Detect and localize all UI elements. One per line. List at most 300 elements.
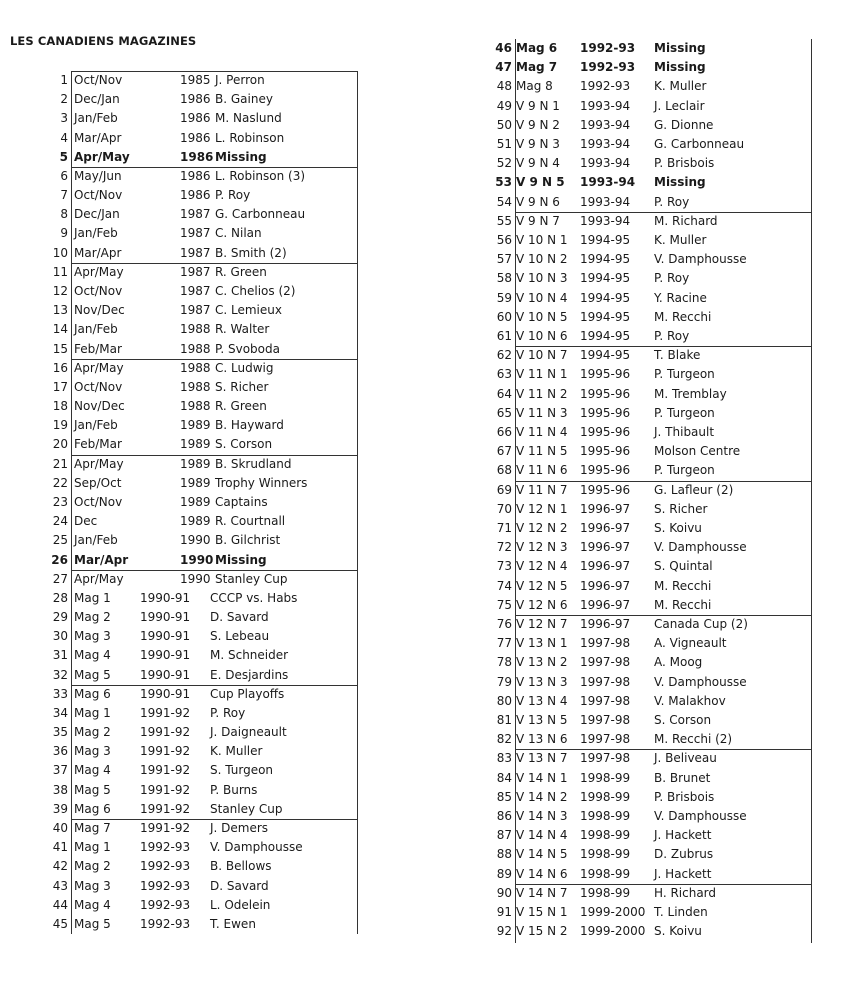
issue-label: Oct/Nov — [74, 379, 123, 394]
issue-label: V 13 N 2 — [516, 655, 568, 670]
issue-label: V 15 N 1 — [516, 905, 568, 919]
issue-number: 12 — [52, 283, 68, 298]
cover-name: CCCP vs. Habs — [210, 590, 298, 605]
issue-label: V 11 N 3 — [516, 405, 568, 420]
year: 1988 — [180, 322, 211, 337]
issue-number: 35 — [52, 725, 68, 740]
issue-label: Jan/Feb — [74, 322, 118, 337]
year: 1990 — [180, 552, 214, 567]
issue-number: 29 — [52, 610, 68, 625]
cover-name: Stanley Cup — [210, 801, 283, 816]
year: 1992-93 — [140, 897, 191, 912]
issue-number: 33 — [52, 686, 68, 701]
year: 1986 — [180, 111, 211, 126]
column-divider — [515, 39, 516, 943]
issue-number: 66 — [496, 425, 512, 439]
issue-number: 60 — [496, 309, 512, 324]
box-right-border — [357, 71, 358, 934]
year: 1988 — [180, 360, 211, 375]
issue-number: 56 — [496, 233, 512, 247]
year: 1990-91 — [140, 686, 191, 701]
issue-label: V 9 N 3 — [516, 137, 560, 151]
issue-number: 83 — [496, 751, 512, 766]
issue-label: Apr/May — [74, 456, 124, 471]
year: 1991-92 — [140, 705, 191, 720]
issue-label: Mag 3 — [74, 878, 111, 893]
cover-name: S. Corson — [654, 713, 712, 727]
issue-label: Mag 5 — [74, 667, 111, 682]
cover-name: P. Roy — [215, 188, 251, 203]
cover-name: C. Nilan — [215, 226, 262, 241]
year: 1998-99 — [580, 828, 631, 843]
issue-label: V 12 N 2 — [516, 521, 568, 535]
issue-label: Mag 2 — [74, 610, 111, 625]
group-separator — [71, 167, 357, 168]
cover-name: R. Walter — [215, 322, 270, 337]
issue-number: 84 — [496, 770, 512, 785]
issue-number: 37 — [52, 763, 68, 778]
issue-number: 42 — [52, 859, 68, 874]
year: 1986 — [180, 149, 214, 164]
year: 1996-97 — [580, 501, 631, 516]
year: 1996-97 — [580, 617, 631, 631]
year: 1992-93 — [580, 60, 636, 75]
year: 1987 — [180, 303, 211, 318]
year: 1987 — [180, 226, 211, 241]
issue-label: Apr/May — [74, 149, 130, 164]
issue-label: Dec/Jan — [74, 92, 120, 107]
issue-number: 14 — [52, 322, 68, 337]
issue-number: 4 — [60, 130, 68, 145]
cover-name: L. Odelein — [210, 897, 271, 912]
issue-number: 58 — [496, 271, 512, 286]
cover-name: Missing — [654, 60, 706, 75]
issue-number: 81 — [496, 713, 512, 727]
issue-label: Mag 5 — [74, 916, 111, 931]
issue-label: Apr/May — [74, 360, 124, 375]
issue-label: Mag 6 — [74, 686, 111, 701]
year: 1995-96 — [580, 367, 631, 382]
year: 1997-98 — [580, 732, 631, 747]
cover-name: M. Recchi (2) — [654, 732, 733, 747]
issue-number: 53 — [495, 175, 512, 190]
issue-label: V 10 N 4 — [516, 290, 568, 305]
group-separator — [515, 884, 811, 885]
cover-name: H. Richard — [654, 885, 717, 900]
issue-number: 18 — [52, 399, 68, 414]
issue-number: 75 — [496, 597, 512, 612]
issue-number: 15 — [52, 341, 68, 356]
cover-name: E. Desjardins — [210, 667, 289, 682]
year: 1989 — [180, 475, 211, 490]
issue-number: 77 — [496, 636, 512, 651]
cover-name: Missing — [654, 41, 706, 55]
group-separator — [71, 263, 357, 264]
year: 1992-93 — [140, 859, 191, 874]
cover-name: L. Robinson (3) — [215, 168, 306, 183]
issue-number: 86 — [496, 809, 512, 823]
issue-label: V 11 N 1 — [516, 367, 568, 382]
cover-name: M. Recchi — [654, 309, 712, 324]
column-divider — [71, 71, 72, 934]
cover-name: Molson Centre — [654, 444, 741, 459]
year: 1993-94 — [580, 98, 631, 113]
issue-number: 49 — [496, 98, 512, 113]
issue-number: 62 — [496, 348, 512, 363]
cover-name: M. Tremblay — [654, 386, 727, 401]
cover-name: P. Brisbois — [654, 156, 715, 171]
cover-name: G. Lafleur (2) — [654, 482, 734, 497]
cover-name: Stanley Cup — [215, 571, 288, 586]
issue-number: 38 — [52, 782, 68, 797]
year: 1996-97 — [580, 540, 631, 555]
year: 1994-95 — [580, 271, 631, 286]
year: 1990-91 — [140, 667, 191, 682]
cover-name: C. Ludwig — [215, 360, 274, 375]
issue-number: 73 — [496, 559, 512, 574]
issue-label: V 9 N 2 — [516, 117, 560, 132]
issue-label: Mag 4 — [74, 763, 111, 778]
issue-label: Dec/Jan — [74, 207, 120, 222]
year: 1987 — [180, 245, 211, 260]
cover-name: V. Malakhov — [654, 693, 726, 708]
issue-number: 7 — [60, 188, 68, 203]
issue-label: V 12 N 7 — [516, 617, 568, 631]
cover-name: P. Roy — [654, 329, 690, 343]
issue-number: 6 — [60, 168, 68, 183]
year: 1986 — [180, 92, 211, 107]
year: 1991-92 — [140, 744, 191, 759]
issue-number: 32 — [52, 667, 68, 682]
issue-number: 72 — [496, 540, 512, 555]
issue-number: 45 — [52, 916, 68, 931]
year: 1990-91 — [140, 610, 191, 625]
cover-name: Y. Racine — [654, 290, 707, 305]
issue-label: V 14 N 7 — [516, 885, 568, 900]
issue-label: V 13 N 5 — [516, 713, 568, 727]
cover-name: P. Brisbois — [654, 789, 715, 804]
issue-label: V 14 N 1 — [516, 770, 568, 785]
year: 1987 — [180, 264, 211, 279]
cover-name: S. Richer — [654, 501, 708, 516]
year: 1989 — [180, 456, 211, 471]
issue-label: V 12 N 4 — [516, 559, 568, 574]
cover-name: Trophy Winners — [215, 475, 308, 490]
year: 1992-93 — [580, 79, 631, 94]
issue-number: 39 — [52, 801, 68, 816]
year: 1999-2000 — [580, 905, 646, 919]
issue-number: 28 — [52, 590, 68, 605]
issue-label: Mag 5 — [74, 782, 111, 797]
cover-name: K. Muller — [210, 744, 263, 759]
year: 1993-94 — [580, 194, 631, 209]
issue-number: 23 — [52, 494, 68, 509]
year: 1988 — [180, 341, 211, 356]
issue-number: 34 — [52, 705, 68, 720]
cover-name: K. Muller — [654, 233, 707, 247]
group-separator — [515, 481, 811, 482]
issue-label: Mag 1 — [74, 840, 111, 855]
issue-label: Nov/Dec — [74, 303, 125, 318]
issue-label: V 14 N 6 — [516, 866, 568, 881]
issue-number: 63 — [496, 367, 512, 382]
cover-name: V. Damphousse — [210, 840, 303, 855]
cover-name: S. Quintal — [654, 559, 713, 574]
group-separator — [515, 212, 811, 213]
group-separator — [71, 570, 357, 571]
cover-name: T. Ewen — [210, 916, 256, 931]
year: 1998-99 — [580, 885, 631, 900]
issue-label: Mag 1 — [74, 590, 111, 605]
cover-name: Missing — [654, 175, 706, 190]
page-title: LES CANADIENS MAGAZINES — [10, 34, 197, 48]
year: 1998-99 — [580, 847, 631, 862]
issue-number: 19 — [52, 418, 68, 433]
issue-number: 71 — [496, 521, 512, 535]
cover-name: D. Savard — [210, 878, 269, 893]
cover-name: V. Damphousse — [654, 809, 747, 823]
issue-number: 80 — [496, 693, 512, 708]
cover-name: B. Gilchrist — [215, 533, 281, 548]
cover-name: J. Hackett — [654, 866, 712, 881]
issue-number: 64 — [496, 386, 512, 401]
issue-number: 50 — [496, 117, 512, 132]
year: 1994-95 — [580, 348, 631, 363]
issue-number: 5 — [59, 149, 68, 164]
year: 1995-96 — [580, 425, 631, 439]
cover-name: J. Beliveau — [654, 751, 717, 766]
issue-label: Mag 4 — [74, 648, 111, 663]
cover-name: A. Moog — [654, 655, 703, 670]
issue-label: V 12 N 3 — [516, 540, 568, 555]
issue-label: V 13 N 6 — [516, 732, 568, 747]
issue-label: Jan/Feb — [74, 533, 118, 548]
year: 1989 — [180, 418, 211, 433]
year: 1997-98 — [580, 693, 631, 708]
issue-number: 36 — [52, 744, 68, 759]
year: 1986 — [180, 168, 211, 183]
issue-label: Feb/Mar — [74, 437, 122, 452]
year: 1997-98 — [580, 713, 631, 727]
group-separator — [71, 455, 357, 456]
year: 1998-99 — [580, 770, 631, 785]
issue-number: 55 — [496, 213, 512, 228]
issue-label: Mag 6 — [516, 41, 558, 55]
cover-name: P. Roy — [210, 705, 246, 720]
issue-number: 44 — [52, 897, 68, 912]
cover-name: P. Turgeon — [654, 367, 715, 382]
cover-name: B. Bellows — [210, 859, 272, 874]
cover-name: J. Daigneault — [210, 725, 287, 740]
cover-name: Missing — [215, 552, 267, 567]
issue-number: 70 — [496, 501, 512, 516]
year: 1987 — [180, 283, 211, 298]
year: 1995-96 — [580, 405, 631, 420]
cover-name: K. Muller — [654, 79, 707, 94]
issue-label: V 14 N 5 — [516, 847, 568, 862]
issue-label: V 14 N 2 — [516, 789, 568, 804]
issue-label: Mag 3 — [74, 744, 111, 759]
cover-name: R. Courtnall — [215, 514, 286, 529]
year: 1991-92 — [140, 763, 191, 778]
year: 1992-93 — [140, 878, 191, 893]
issue-label: Mag 2 — [74, 859, 111, 874]
issue-label: V 10 N 7 — [516, 348, 568, 363]
year: 1989 — [180, 494, 211, 509]
year: 1993-94 — [580, 175, 636, 190]
issue-label: Feb/Mar — [74, 341, 122, 356]
issue-number: 47 — [495, 60, 512, 75]
issue-label: V 12 N 1 — [516, 501, 568, 516]
year: 1988 — [180, 379, 211, 394]
cover-name: D. Zubrus — [654, 847, 714, 862]
issue-label: V 13 N 7 — [516, 751, 568, 766]
cover-name: S. Lebeau — [210, 629, 270, 644]
issue-number: 17 — [52, 379, 68, 394]
issue-number: 78 — [496, 655, 512, 670]
year: 1996-97 — [580, 559, 631, 574]
cover-name: J. Hackett — [654, 828, 712, 843]
year: 1991-92 — [140, 801, 191, 816]
group-separator — [515, 749, 811, 750]
cover-name: Missing — [215, 149, 267, 164]
right-magazine-list — [494, 39, 812, 943]
issue-number: 20 — [52, 437, 68, 452]
cover-name: Captains — [215, 494, 268, 509]
issue-number: 9 — [60, 226, 68, 241]
issue-label: V 11 N 7 — [516, 482, 568, 497]
cover-name: B. Brunet — [654, 770, 711, 785]
box-right-border — [811, 39, 812, 943]
issue-label: V 11 N 6 — [516, 463, 568, 478]
issue-number: 90 — [496, 885, 512, 900]
issue-number: 31 — [52, 648, 68, 663]
year: 1990-91 — [140, 590, 191, 605]
issue-label: V 12 N 5 — [516, 578, 568, 593]
cover-name: L. Robinson — [215, 130, 285, 145]
cover-name: J. Leclair — [654, 98, 705, 113]
issue-number: 43 — [52, 878, 68, 893]
year: 1991-92 — [140, 821, 191, 836]
issue-label: V 13 N 1 — [516, 636, 568, 651]
issue-number: 10 — [52, 245, 68, 260]
cover-name: S. Turgeon — [210, 763, 274, 778]
year: 1989 — [180, 437, 211, 452]
year: 1989 — [180, 514, 211, 529]
issue-label: V 10 N 5 — [516, 309, 568, 324]
issue-number: 25 — [52, 533, 68, 548]
issue-number: 79 — [496, 674, 512, 689]
issue-label: V 12 N 6 — [516, 597, 568, 612]
issue-number: 30 — [52, 629, 68, 644]
cover-name: A. Vigneault — [654, 636, 727, 651]
year: 1990-91 — [140, 629, 191, 644]
issue-number: 46 — [495, 41, 512, 55]
year: 1990 — [180, 533, 211, 548]
issue-number: 8 — [60, 207, 68, 222]
issue-label: V 10 N 6 — [516, 329, 568, 343]
group-separator — [71, 819, 357, 820]
issue-number: 59 — [496, 290, 512, 305]
issue-label: Jan/Feb — [74, 111, 118, 126]
issue-label: Mag 8 — [516, 79, 553, 94]
group-separator — [515, 346, 811, 347]
cover-name: Cup Playoffs — [210, 686, 285, 701]
cover-name: G. Carbonneau — [215, 207, 306, 222]
cover-name: R. Green — [215, 399, 267, 414]
issue-number: 76 — [496, 617, 512, 631]
issue-number: 85 — [496, 789, 512, 804]
group-separator — [515, 615, 811, 616]
issue-label: V 10 N 3 — [516, 271, 568, 286]
issue-label: Oct/Nov — [74, 283, 123, 298]
issue-number: 21 — [52, 456, 68, 471]
cover-name: R. Green — [215, 264, 267, 279]
year: 1997-98 — [580, 674, 631, 689]
year: 1985 — [180, 73, 211, 87]
year: 1996-97 — [580, 578, 631, 593]
issue-label: V 9 N 4 — [516, 156, 560, 171]
year: 1996-97 — [580, 597, 631, 612]
issue-label: V 9 N 6 — [516, 194, 560, 209]
cover-name: B. Gainey — [215, 92, 273, 107]
issue-number: 65 — [496, 405, 512, 420]
issue-label: V 11 N 2 — [516, 386, 568, 401]
cover-name: C. Lemieux — [215, 303, 282, 318]
issue-label: Apr/May — [74, 264, 124, 279]
year: 1998-99 — [580, 866, 631, 881]
cover-name: G. Dionne — [654, 117, 714, 132]
cover-name: B. Smith (2) — [215, 245, 287, 260]
year: 1993-94 — [580, 117, 631, 132]
cover-name: J. Thibault — [654, 425, 715, 439]
cover-name: V. Damphousse — [654, 674, 747, 689]
cover-name: S. Koivu — [654, 521, 702, 535]
issue-label: Oct/Nov — [74, 188, 123, 203]
issue-label: Dec — [74, 514, 98, 529]
issue-label: Nov/Dec — [74, 399, 125, 414]
year: 1986 — [180, 188, 211, 203]
issue-label: Mag 4 — [74, 897, 111, 912]
issue-label: V 9 N 5 — [516, 175, 565, 190]
cover-name: T. Blake — [654, 348, 701, 363]
year: 1996-97 — [580, 521, 631, 535]
issue-label: May/Jun — [74, 168, 122, 183]
issue-number: 22 — [52, 475, 68, 490]
cover-name: M. Naslund — [215, 111, 282, 126]
issue-number: 67 — [496, 444, 512, 459]
year: 1995-96 — [580, 386, 631, 401]
issue-number: 69 — [496, 482, 512, 497]
year: 1993-94 — [580, 137, 631, 151]
year: 1998-99 — [580, 809, 631, 823]
cover-name: S. Corson — [215, 437, 273, 452]
cover-name: P. Turgeon — [654, 405, 715, 420]
issue-label: V 15 N 2 — [516, 924, 568, 939]
group-separator — [71, 71, 357, 72]
issue-label: Mag 6 — [74, 801, 111, 816]
year: 1992-93 — [140, 916, 191, 931]
cover-name: Canada Cup (2) — [654, 617, 748, 631]
issue-label: V 10 N 2 — [516, 252, 568, 267]
year: 1992-93 — [580, 41, 636, 55]
cover-name: P. Roy — [654, 194, 690, 209]
issue-label: Oct/Nov — [74, 494, 123, 509]
cover-name: P. Burns — [210, 782, 258, 797]
issue-number: 87 — [496, 828, 512, 843]
issue-label: V 10 N 1 — [516, 233, 568, 247]
year: 1993-94 — [580, 156, 631, 171]
